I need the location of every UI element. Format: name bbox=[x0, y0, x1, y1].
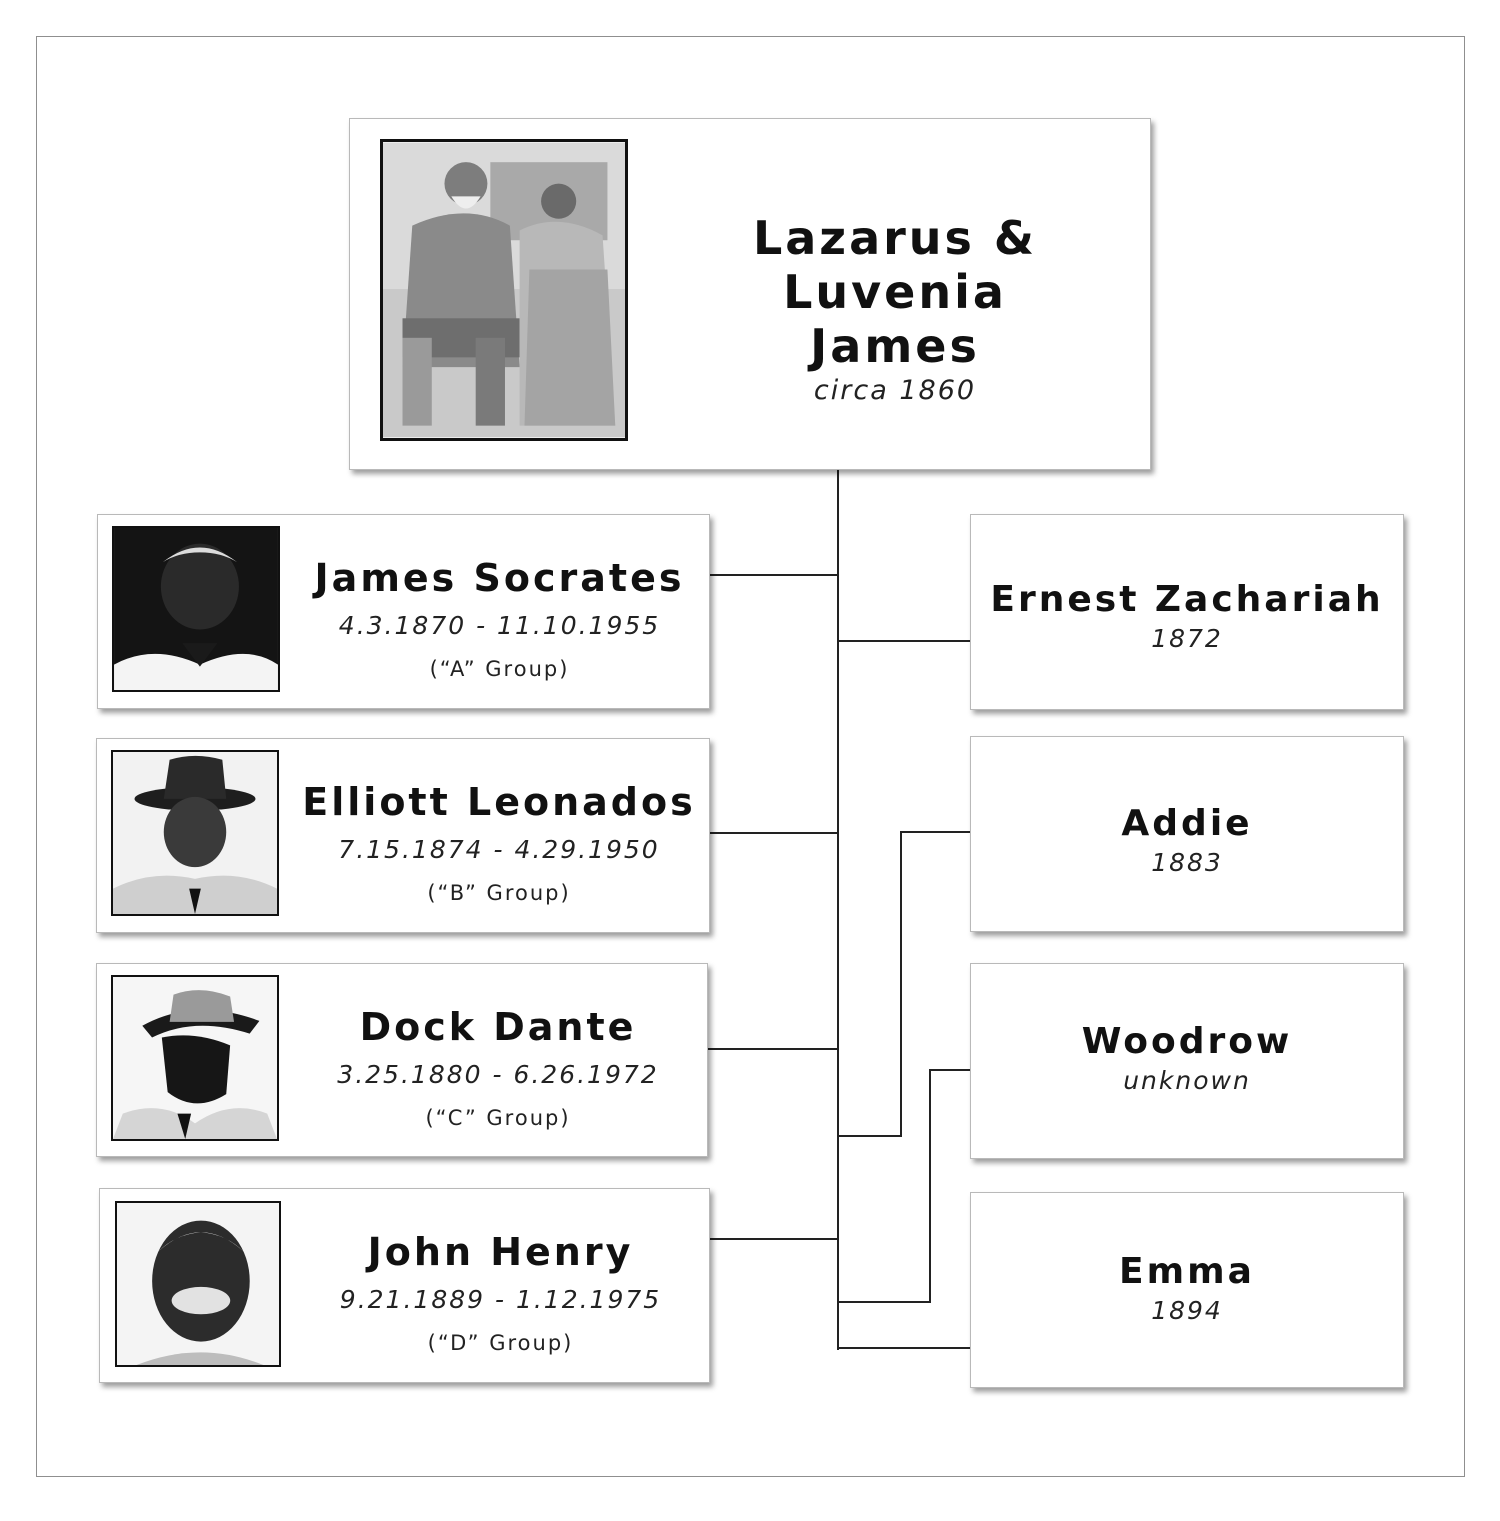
man-with-hat-portrait-icon bbox=[113, 752, 277, 914]
child-card-john-henry bbox=[99, 1188, 710, 1383]
parents-name-line2: James bbox=[810, 319, 980, 373]
child-card-woodrow bbox=[970, 963, 1404, 1159]
child-dates: unknown bbox=[1123, 1066, 1251, 1095]
parents-card bbox=[349, 118, 1151, 470]
bald-man-portrait-photo bbox=[112, 526, 280, 692]
child-name: James Socrates bbox=[314, 556, 685, 600]
child-card-james-socrates bbox=[97, 514, 710, 709]
child-group: (“C” Group) bbox=[425, 1106, 571, 1130]
child-dates: 4.3.1870 - 11.10.1955 bbox=[338, 611, 661, 640]
child-card-elliott-leonados bbox=[96, 738, 710, 933]
child-name: John Henry bbox=[367, 1230, 634, 1274]
child-dates: 3.25.1880 - 6.26.1972 bbox=[337, 1060, 659, 1089]
connector-woodrow bbox=[838, 1070, 970, 1302]
child-card-ernest-zachariah bbox=[970, 514, 1404, 710]
child-group: (“B” Group) bbox=[427, 881, 571, 905]
child-card-emma bbox=[970, 1192, 1404, 1388]
bald-man-portrait-icon bbox=[114, 528, 278, 690]
child-name: Ernest Zachariah bbox=[990, 579, 1384, 620]
couple-portrait-photo bbox=[380, 139, 628, 441]
child-name: Addie bbox=[1121, 803, 1253, 844]
parents-dates: circa 1860 bbox=[813, 375, 977, 406]
parents-name-line1: Lazarus & Luvenia bbox=[752, 211, 1038, 319]
man-with-hat-portrait-photo bbox=[111, 750, 279, 916]
elderly-man-portrait-photo bbox=[115, 1201, 281, 1367]
child-card-addie bbox=[970, 736, 1404, 932]
man-with-hat-portrait-icon bbox=[113, 977, 277, 1139]
child-dates: 7.15.1874 - 4.29.1950 bbox=[338, 835, 660, 864]
child-name: Dock Dante bbox=[359, 1005, 637, 1049]
child-dates: 1872 bbox=[1151, 624, 1223, 653]
child-name: Emma bbox=[1119, 1251, 1255, 1292]
child-dates: 9.21.1889 - 1.12.1975 bbox=[339, 1285, 662, 1314]
couple-portrait-icon bbox=[383, 142, 625, 438]
child-dates: 1883 bbox=[1151, 848, 1223, 877]
man-with-hat-portrait-photo bbox=[111, 975, 279, 1141]
child-group: (“A” Group) bbox=[429, 657, 570, 681]
child-card-dock-dante bbox=[96, 963, 708, 1157]
child-name: Woodrow bbox=[1081, 1021, 1293, 1062]
child-name: Elliott Leonados bbox=[302, 780, 696, 824]
elderly-man-portrait-icon bbox=[117, 1203, 279, 1365]
child-group: (“D” Group) bbox=[427, 1331, 574, 1355]
child-dates: 1894 bbox=[1151, 1296, 1223, 1325]
connector-addie bbox=[838, 832, 970, 1136]
